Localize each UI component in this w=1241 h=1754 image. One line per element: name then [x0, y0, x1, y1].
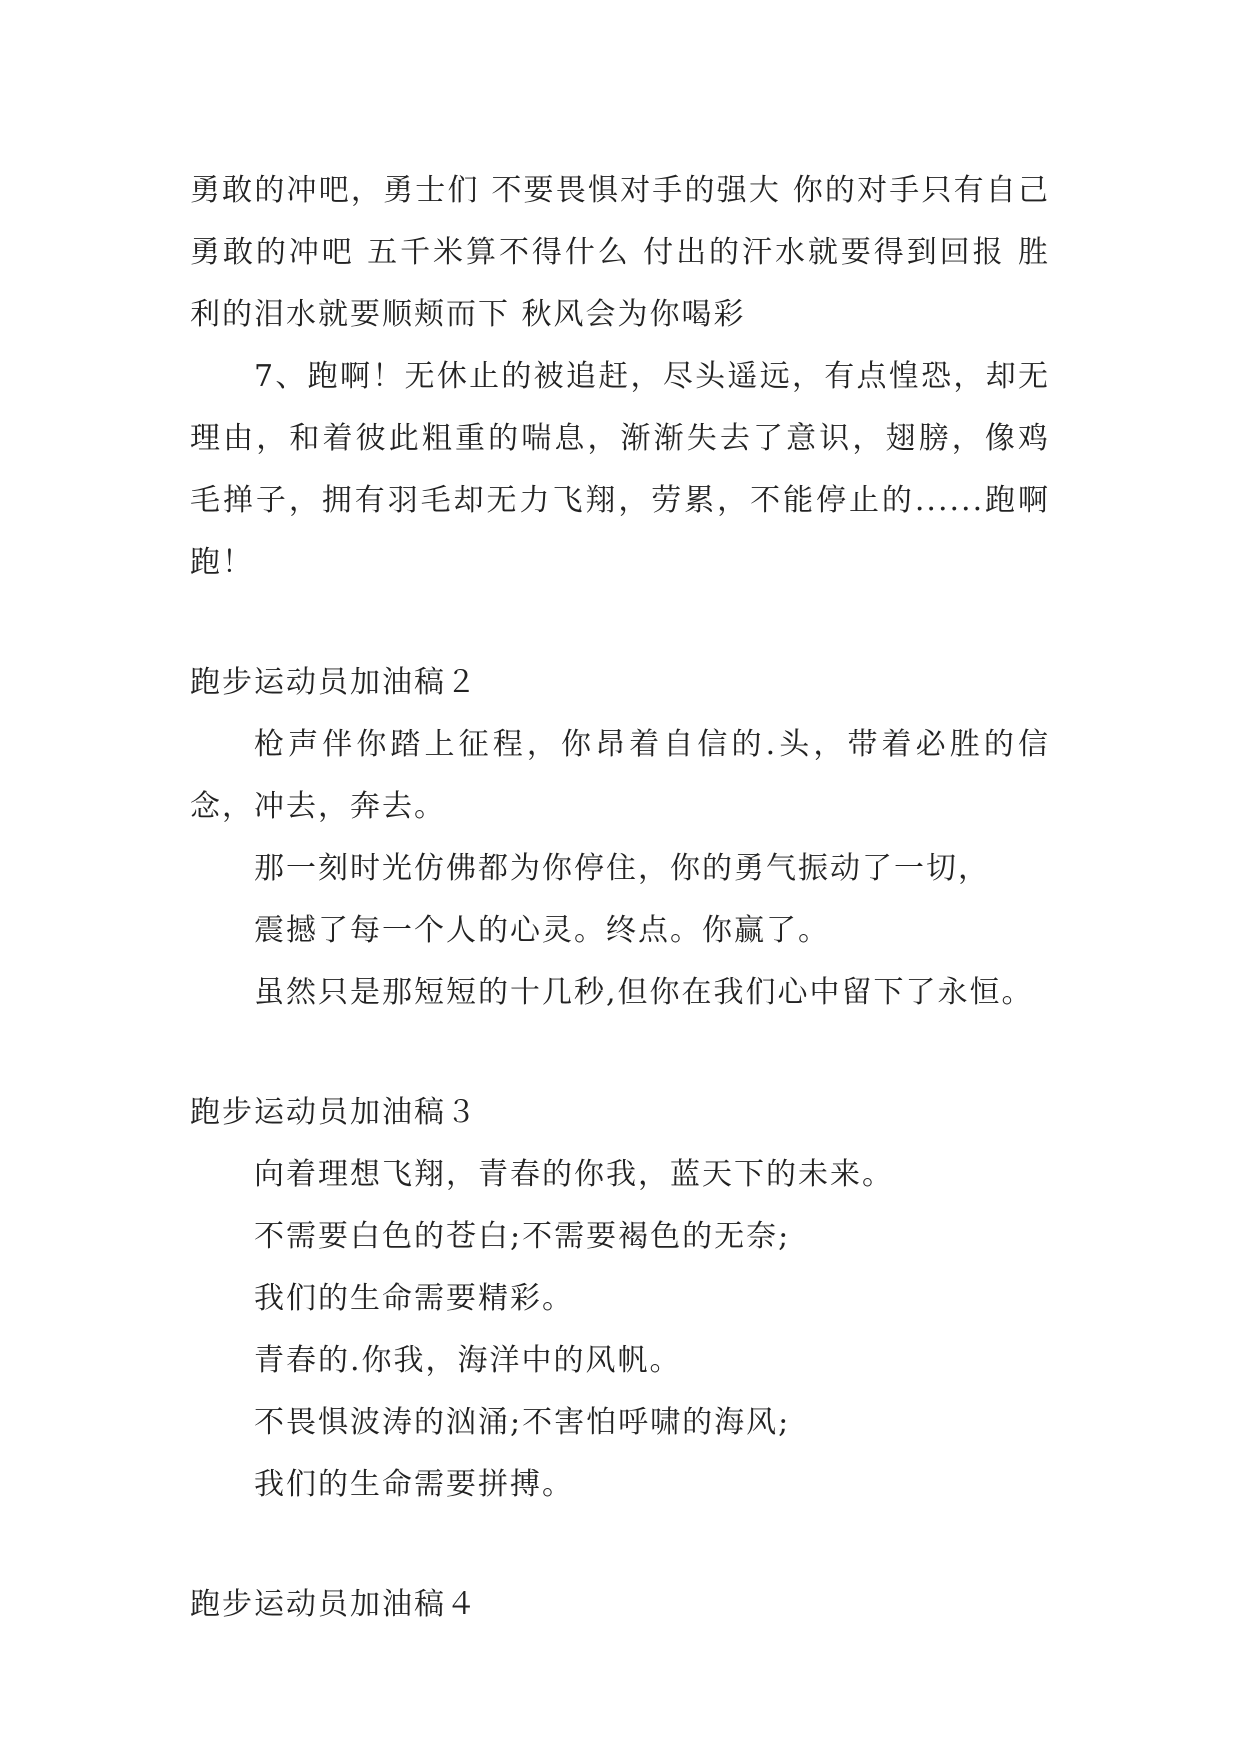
section-2-line: 震撼了每一个人的心灵。终点。你赢了。	[254, 913, 830, 948]
section-3-line: 青春的.你我，海洋中的风帆。	[254, 1343, 682, 1378]
section-3-line: 我们的生命需要精彩。	[254, 1281, 574, 1316]
section-2-paragraph: 枪声伴你踏上征程，你昂着自信的.头，带着必胜的信念，冲去，奔去。	[190, 727, 1050, 824]
section-3-line: 不畏惧波涛的汹涌;不害怕呼啸的海风;	[254, 1405, 791, 1440]
section-2-line: 虽然只是那短短的十几秒,但你在我们心中留下了永恒。	[254, 975, 1034, 1010]
section-3-line: 不需要白色的苍白;不需要褐色的无奈;	[254, 1219, 791, 1254]
section-2-line: 那一刻时光仿佛都为你停住，你的勇气振动了一切，	[254, 851, 990, 886]
section-3-line: 我们的生命需要拼搏。	[254, 1467, 574, 1502]
document-body	[190, 160, 1062, 1636]
intro-paragraph: 勇敢的冲吧，勇士们 不要畏惧对手的强大 你的对手只有自己 勇敢的冲吧 五千米算不得什么 付出的汗水就要得到回报 胜利的泪水就要顺颊而下 秋风会为你喝彩	[190, 173, 1062, 332]
item-7-paragraph: 7、跑啊！无休止的被追赶，尽头遥远，有点惶恐，却无理由，和着彼此粗重的喘息，渐渐失去了意识，翅膀，像鸡毛掸子，拥有羽毛却无力飞翔，劳累，不能停止的......跑啊跑！	[190, 359, 1050, 580]
section-3-line: 向着理想飞翔，青春的你我，蓝天下的未来。	[254, 1157, 894, 1192]
section-3-heading: 跑步运动员加油稿３	[190, 1095, 478, 1130]
section-2-heading: 跑步运动员加油稿２	[190, 665, 478, 700]
section-4-heading: 跑步运动员加油稿４	[190, 1587, 478, 1622]
